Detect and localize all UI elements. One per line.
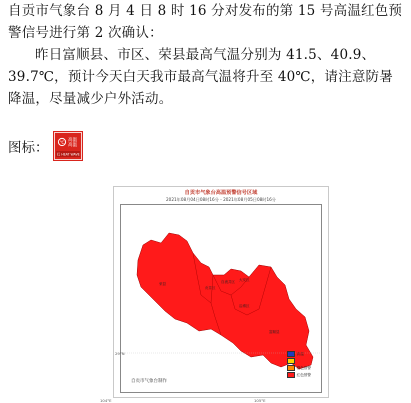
- legend-item: [287, 365, 311, 371]
- legend-label: 红色预警: [296, 372, 311, 377]
- district-label: 荣县: [159, 282, 166, 286]
- district-label: 自流井区: [221, 280, 235, 284]
- map-legend: [287, 350, 311, 378]
- legend-label: 高温: [296, 351, 304, 356]
- warning-region: [137, 233, 313, 369]
- lon-label-right: 105°E: [254, 398, 266, 403]
- legend-swatch: [287, 358, 295, 364]
- lon-label-left: 104°E: [100, 398, 112, 403]
- icon-top-text: 高温: [67, 138, 77, 143]
- legend-item: [287, 372, 311, 378]
- map-frame: [115, 204, 322, 393]
- red-heat-warning-icon: [53, 131, 83, 161]
- legend-swatch: [287, 351, 295, 357]
- legend-label: 橙色预警: [296, 365, 311, 370]
- intro-paragraph: 自贡市气象台 8 月 4 日 8 时 16 分对发布的第 15 号高温红色预警信号进行第 2 次确认：: [8, 3, 403, 41]
- icon-label: 图标：: [8, 140, 49, 156]
- icon-bottom-text: 红 HEAT WAVE: [56, 152, 80, 157]
- legend-item: [287, 351, 311, 357]
- district-label: 沿滩区: [239, 304, 250, 308]
- district-label: 富顺县: [269, 330, 280, 334]
- icon-row: [8, 131, 83, 161]
- district-label: 大安区: [239, 278, 250, 282]
- svg-text:℃: ℃: [59, 140, 65, 146]
- warning-map: [100, 186, 329, 403]
- lat-label: 29°N: [115, 351, 125, 356]
- legend-swatch: [287, 372, 295, 378]
- legend-item: [287, 358, 311, 364]
- map-title: 自贡市气象台高温预警信号区域: [184, 190, 258, 196]
- body-paragraph: 昨日富顺县、市区、荣县最高气温分别为 41.5、40.9、39.7℃，预计今天白天我市最高气温将升至 40℃，请注意防暑降温，尽量减少户外活动。: [8, 47, 393, 107]
- svg-text:高温: 高温: [67, 143, 77, 148]
- legend-swatch: [287, 365, 295, 371]
- map-credit: 自贡市气象台制作: [131, 379, 167, 384]
- district-label: 贡井区: [205, 286, 216, 290]
- map-subtitle: 2021年08月04日08时16分 - 2021年08月05日08时16分: [166, 197, 276, 202]
